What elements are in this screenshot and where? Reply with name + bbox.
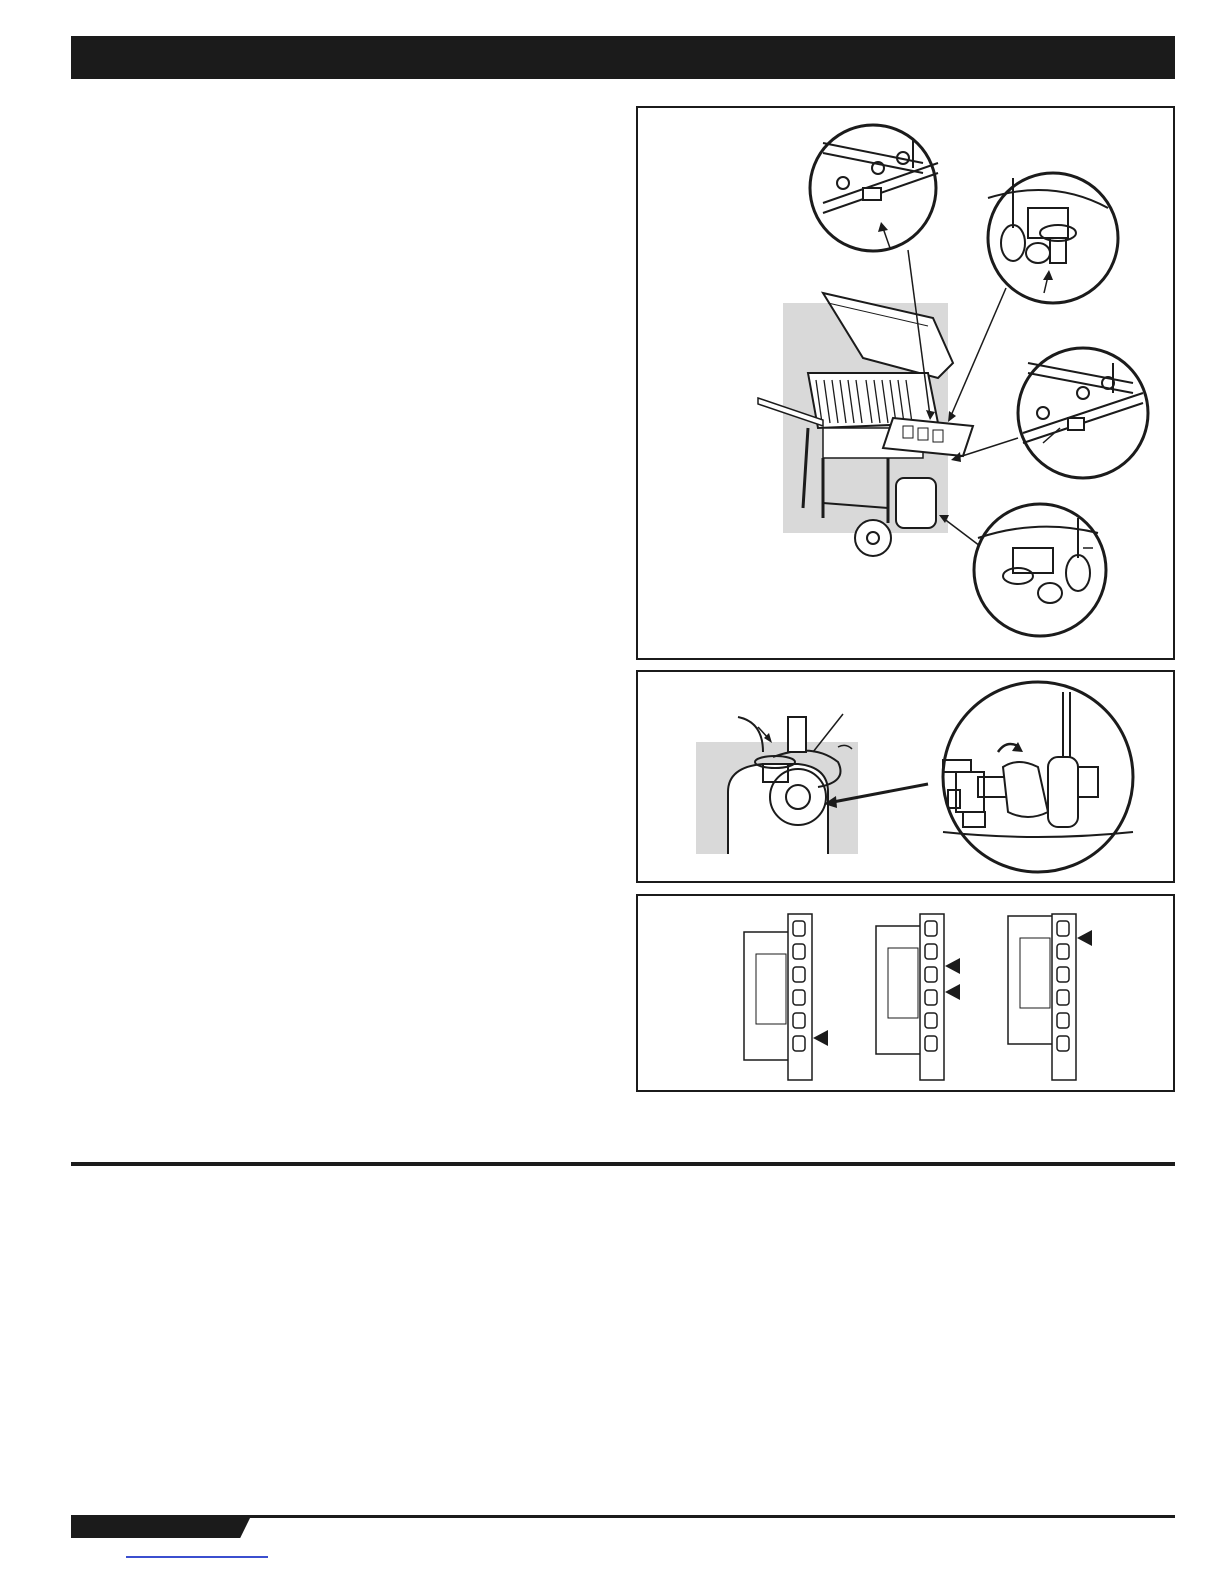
lp-tank (896, 478, 936, 528)
detail-circle-tank-valve-side (974, 504, 1106, 636)
arrow-icon (945, 984, 960, 1000)
gauge-low (744, 914, 828, 1080)
section-divider (71, 1162, 1175, 1166)
figure-tank-connection (636, 670, 1175, 883)
footer-page-tab (71, 1516, 251, 1538)
arrow-icon (813, 1030, 828, 1046)
arrow-icon (1077, 930, 1092, 946)
gauge-full (1008, 914, 1092, 1080)
grill-illustration (638, 108, 1173, 658)
footer-link-underline[interactable] (126, 1556, 268, 1558)
wheel (855, 520, 891, 556)
tank-illustration (638, 672, 1173, 881)
gauge-medium (876, 914, 960, 1080)
arrow-icon (945, 958, 960, 974)
figure-tank-level-gauge (636, 894, 1175, 1092)
figure-grill-overview (636, 106, 1175, 660)
gauge-illustration (638, 896, 1173, 1090)
section-header-bar (71, 36, 1175, 79)
